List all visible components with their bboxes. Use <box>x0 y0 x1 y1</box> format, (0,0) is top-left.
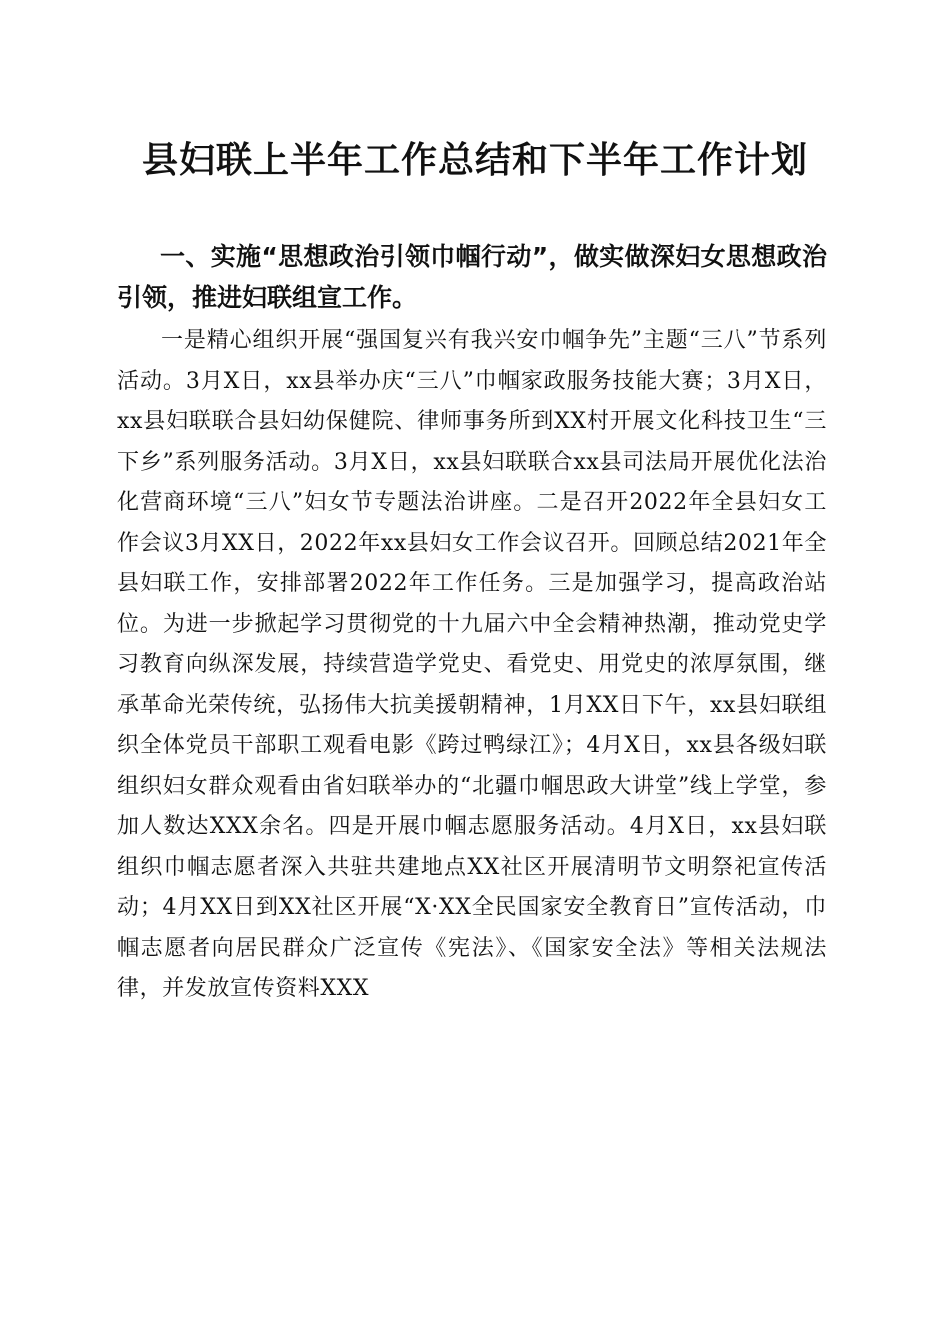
section-heading: 一、实施“思想政治引领巾帼行动”，做实做深妇女思想政治引领，推进妇联组宣工作。 <box>117 242 827 312</box>
body-paragraph: 一是精心组织开展“强国复兴有我兴安巾帼争先”主题“三八”节系列活动。3月X日，xx县举办庆“三八”巾帼家政服务技能大赛；3月X日，xx县妇联联合县妇幼保健院、律师事务所到XX村开展文化科技卫生“三下乡”系列服务活动。3月X日，xx县妇联联合xx县司法局开展优化法治化营商环境“三八”妇女节专题法治讲座。二是召开2022年全县妇女工作会议3月XX日，2022年xx县妇女工作会议召开。回顾总结2021年全县妇联工作，安排部署2022年工作任务。三是加强学习，提高政治站位。为进一步掀起学习贯彻党的十九届六中全会精神热潮，推动党史学习教育向纵深发展，持续营造学党史、看党史、用党史的浓厚氛围，继承革命光荣传统，弘扬伟大抗美援朝精神，1月XX日下午，xx县妇联组织全体党员干部职工观看电影《跨过鸭绿江》；4月X日，xx县各级妇联组织妇女群众观看由省妇联举办的“北疆巾帼思政大讲堂”线上学堂，参加人数达XXX余名。四是开展巾帼志愿服务活动。4月X日，xx县妇联组织巾帼志愿者深入共驻共建地点XX社区开展清明节文明祭祀宣传活动；4月XX日到XX社区开展“X·XX全民国家安全教育日”宣传活动，巾帼志愿者向居民群众广泛宣传《宪法》、《国家安全法》等相关法规法律，并发放宣传资料XXX <box>117 328 827 1001</box>
document-title: 县妇联上半年工作总结和下半年工作计划 <box>141 139 808 181</box>
